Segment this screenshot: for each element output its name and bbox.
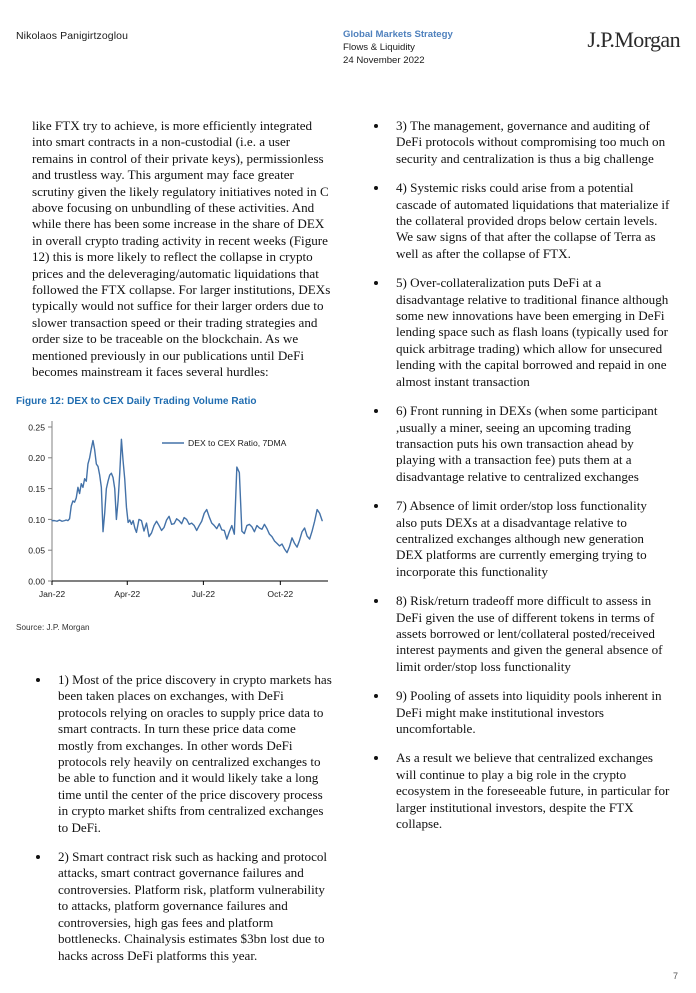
legend-label: DEX to CEX Ratio, 7DMA [188,438,287,449]
header-author: Nikolaos Panigirtzoglou [16,30,129,42]
header-center-block [343,28,453,68]
left-column-bullets [32,672,332,977]
figure-title: Figure 12: DEX to CEX Daily Trading Volume Ratio [16,396,257,407]
list-item-text: 7) Absence of limit order/stop loss functionality also puts DEXs at a disadvantage relative to centralized exchanges although new generation DEX platforms are currently emerging trying to incorporate this functionality [396,498,647,579]
list-item-text: 6) Front running in DEXs (when some participant ,usually a miner, seeing an upcoming trading transaction puts his own transaction ahead by playing with a transaction fee) puts them at a disadvantage relative to centralized exchanges [396,403,658,484]
bullet-dot-icon [36,678,40,682]
bullet-dot-icon [36,855,40,859]
bullet-dot-icon [374,599,378,603]
y-axis-tick-label: 0.00 [28,576,45,587]
bullet-dot-icon [374,124,378,128]
list-item [32,849,332,964]
chart-area [14,413,334,618]
y-axis-tick-label: 0.25 [28,422,45,433]
bullet-dot-icon [374,694,378,698]
figure-12-block [14,396,334,632]
chart-series-line [52,439,322,552]
list-item-text: 1) Most of the price discovery in crypto markets has been taken places on exchanges, with DeFi protocols relying on oracles to supply price data to smart contracts. In turn these price data come mostly from exchanges. In other words DeFi protocols rely heavily on centralized exchanges to be able to function and it would likely take a long time until the center of the price discovery process in crypto market shifts from centralized exchanges to DeFi. [58,672,332,835]
jpmorgan-logo: J.P.Morgan [587,27,680,52]
bullet-dot-icon [374,504,378,508]
x-axis-tick-label: Jul-22 [191,589,216,599]
list-item-text: 9) Pooling of assets into liquidity pools inherent in DeFi might make institutional investors uncomfortable. [396,688,662,736]
list-item [370,750,670,832]
list-item [32,672,332,836]
y-axis-tick-label: 0.05 [28,545,45,556]
list-item-text: 2) Smart contract risk such as hacking and protocol attacks, smart contract governance failures and controversies. Platform risk, platform vulnerability to attacks, platform governance failures and controversies, high gas fees and platform bottlenecks. Chainalysis estimates $3bn lost due to hacks across DeFi platforms this year. [58,849,328,963]
right-column [370,118,670,845]
left-bullet-list [32,672,332,964]
list-item [370,180,670,262]
list-item-text: 8) Risk/return tradeoff more difficult to assess in DeFi given the use of different tokens in terms of assets borrowed or lent/collateral posted/received interest payments and given the general absence of limit order/stop loss functionality [396,593,663,674]
bullet-dot-icon [374,756,378,760]
intro-paragraph: like FTX try to achieve, is more efficiently integrated into smart contracts in a non-custodial (i.e. a user remains in control of their private keys), permissionless and trustless way. This argument may face greater scrutiny given the likely regulatory initiatives noted in C above focusing on unbundling of these activities. And while there has been some increase in the share of DEX in overall crypto trading activity in recent weeks (Figure 12) this is more likely to reflect the collapse in crypto prices and the deleveraging/automatic liquidations that followed the FTX collapse. For larger institutions, DEXs typically would not suffice for their larger orders due to slower transaction speed or their trading strategies and order size to be traceable on the blockchain. As we mentioned previously in our publications until DeFi becomes mainstream it faces several hurdles: [32,118,331,380]
left-column [32,118,332,381]
list-item-text: 3) The management, governance and auditing of DeFi protocols without compromising too much on security and centralization is thus a big challenge [396,118,666,166]
page-header [0,0,696,86]
header-date-label: 24 November 2022 [343,55,425,67]
list-item [370,593,670,675]
figure-source: Source: J.P. Morgan [16,623,90,632]
list-item [370,118,670,167]
list-item-text: 5) Over-collateralization puts DeFi at a disadvantage relative to traditional finance although some new innovations have been emerging in DeFi lending space such as flash loans (typically used for quick arbitrage trading) which allow for unsecured lending with the capital borrowed and repaid in one almost instant transaction [396,275,669,389]
header-strategy-label: Global Markets Strategy [343,29,453,40]
list-item [370,403,670,485]
bullet-dot-icon [374,409,378,413]
y-axis-tick-label: 0.10 [28,514,45,525]
dex-cex-ratio-line-chart [14,413,334,618]
x-axis-tick-label: Apr-22 [114,589,141,599]
list-item-text: As a result we believe that centralized exchanges will continue to play a big role in the crypto ecosystem in the foreseeable future, in particular for larger institutional investors, despite the FTX collapse. [396,750,670,832]
page-number: 7 [672,971,678,981]
bullet-dot-icon [374,186,378,190]
list-item-text: 4) Systemic risks could arise from a potential cascade of automated liquidations that materialize if the collateral provided drops below certain levels. We saw signs of that after the collapse of Terra as well as after the collapse of FTX. [396,180,670,261]
list-item [370,688,670,737]
bullet-dot-icon [374,281,378,285]
header-subtitle-label: Flows & Liquidity [343,42,415,54]
right-bullet-list [370,118,670,832]
list-item [370,275,670,390]
x-axis-tick-label: Jan-22 [38,589,66,599]
list-item [370,498,670,580]
y-axis-tick-label: 0.20 [28,453,45,464]
x-axis-tick-label: Oct-22 [267,589,294,599]
y-axis-tick-label: 0.15 [28,484,45,494]
